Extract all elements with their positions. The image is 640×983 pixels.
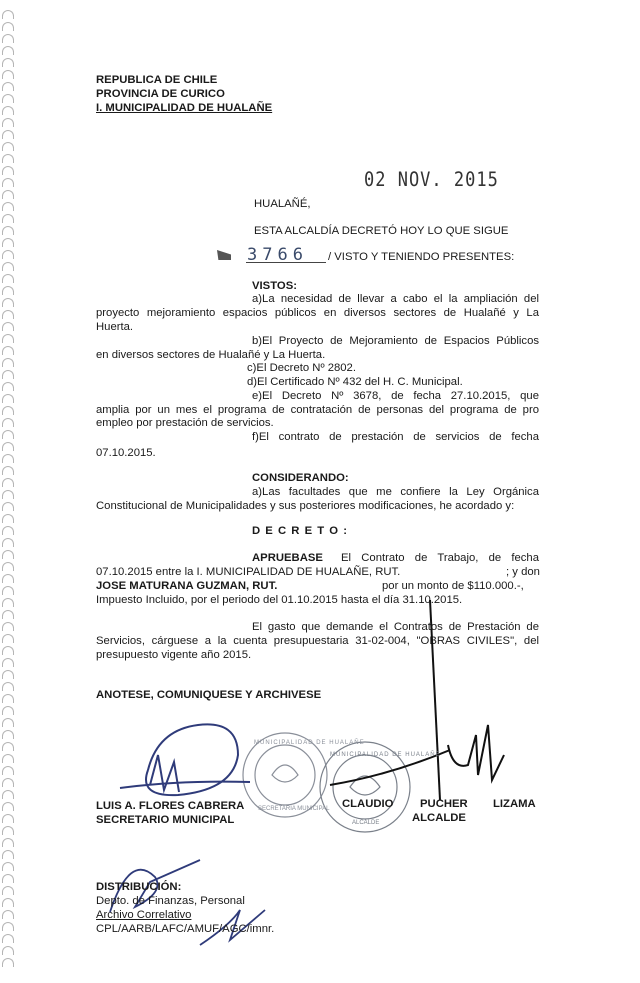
distribution-line-2: Archivo Correlativo	[96, 909, 192, 921]
decreto-p2-2: Servicios, cárguese a la cuenta presupuestaria 31-02-004, "OBRAS CIVILES", del	[96, 635, 539, 647]
decreto-p1-rest: El Contrato de Trabajo, de fecha	[341, 552, 539, 564]
vistos-title: VISTOS:	[252, 280, 297, 292]
vistos-e-1: e)El Decreto Nº 3678, de fecha 27.10.2015, que	[252, 390, 539, 402]
decreto-p1-line3b: por un monto de $110.000.-,	[382, 580, 524, 592]
mayor-role: ALCALDE	[412, 812, 466, 824]
mayor-signature	[330, 600, 504, 800]
intro-line: ESTA ALCALDÍA DECRETÓ HOY LO QUE SIGUE	[254, 225, 509, 237]
closing-line: ANOTESE, COMUNIQUESE Y ARCHIVESE	[96, 689, 322, 701]
vistos-f-2: 07.10.2015.	[96, 447, 156, 459]
vistos-c: c)El Decreto Nº 2802.	[247, 362, 356, 374]
decreto-p1-line2b: ; y don	[506, 566, 540, 578]
header-province: PROVINCIA DE CURICO	[96, 88, 225, 100]
considerando-title: CONSIDERANDO:	[252, 472, 349, 484]
vistos-a-3: Huerta.	[96, 321, 134, 333]
decreto-title: D E C R E T O :	[252, 525, 348, 537]
decreto-p1-line3a: JOSE MATURANA GUZMAN, RUT.	[96, 580, 278, 592]
vistos-e-3: empleo por prestación de servicios.	[96, 417, 274, 429]
decreto-apruebase: APRUEBASE	[252, 552, 323, 564]
secretary-signature	[120, 724, 250, 795]
mayor-surname-2: LIZAMA	[493, 798, 536, 810]
right-seal-bottom: ALCALDE	[352, 820, 380, 826]
secretary-role: SECRETARIO MUNICIPAL	[96, 814, 235, 826]
considerando-a-1: a)Las facultades que me confiere la Ley Orgánica	[252, 486, 539, 498]
header-municipality: I. MUNICIPALIDAD DE HUALAÑE	[96, 102, 273, 114]
vistos-a-1: a)La necesidad de llevar a cabo el la ampliación del	[252, 293, 539, 305]
distribution-line-1: Depto. de Finanzas, Personal	[96, 895, 245, 907]
right-seal-text: MUNICIPALIDAD DE HUALAÑE	[330, 752, 441, 758]
secretary-name: LUIS A. FLORES CABRERA	[96, 800, 245, 812]
distribution-title: DISTRIBUCIÓN:	[96, 881, 182, 893]
date-stamp: 02 NOV. 2015	[364, 168, 499, 192]
considerando-a-2: Constitucional de Municipalidades y sus posteriores modificaciones, he acordado y:	[96, 500, 515, 512]
vistos-b-1: b)El Proyecto de Mejoramiento de Espacios Públicos	[252, 335, 539, 347]
header-republic: REPUBLICA DE CHILE	[96, 74, 218, 86]
left-seal-text: MUNICIPALIDAD DE HUALAÑE	[254, 740, 365, 746]
decreto-p1-line2a: 07.10.2015 entre la I. MUNICIPALIDAD DE HUALAÑE, RUT.	[96, 566, 401, 578]
vistos-e-2: amplia por un mes el programa de contratación de personas del programa de pro	[96, 404, 539, 416]
vistos-b-2: en diversos sectores de Hualañé y La Huerta.	[96, 349, 326, 361]
place-name: HUALAÑÉ,	[254, 198, 311, 210]
decree-number: 3766	[247, 245, 308, 265]
decreto-p2-3: presupuesto vigente año 2015.	[96, 649, 252, 661]
distribution-line-3: CPL/AARB/LAFC/AMUF/AGC/imnr.	[96, 923, 275, 935]
mayor-first-name: CLAUDIO	[342, 798, 394, 810]
decreto-p1-line4: Impuesto Incluido, por el periodo del 01.10.2015 hasta el día 31.10.2015.	[96, 594, 463, 606]
left-seal-bottom: SECRETARIA MUNICIPAL	[258, 806, 330, 812]
vistos-f-1: f)El contrato de prestación de servicios de fecha	[252, 431, 539, 443]
mayor-surname-1: PUCHER	[420, 798, 468, 810]
vistos-a-2: proyecto mejoramiento espacios públicos en diversos sectores de Hualañé y La	[96, 307, 539, 319]
decreto-p2-1: El gasto que demande el Contratos de Prestación de	[252, 621, 539, 633]
vistos-d: d)El Certificado Nº 432 del H. C. Municipal.	[247, 376, 463, 388]
visto-heading: / VISTO Y TENIENDO PRESENTES:	[328, 251, 515, 263]
